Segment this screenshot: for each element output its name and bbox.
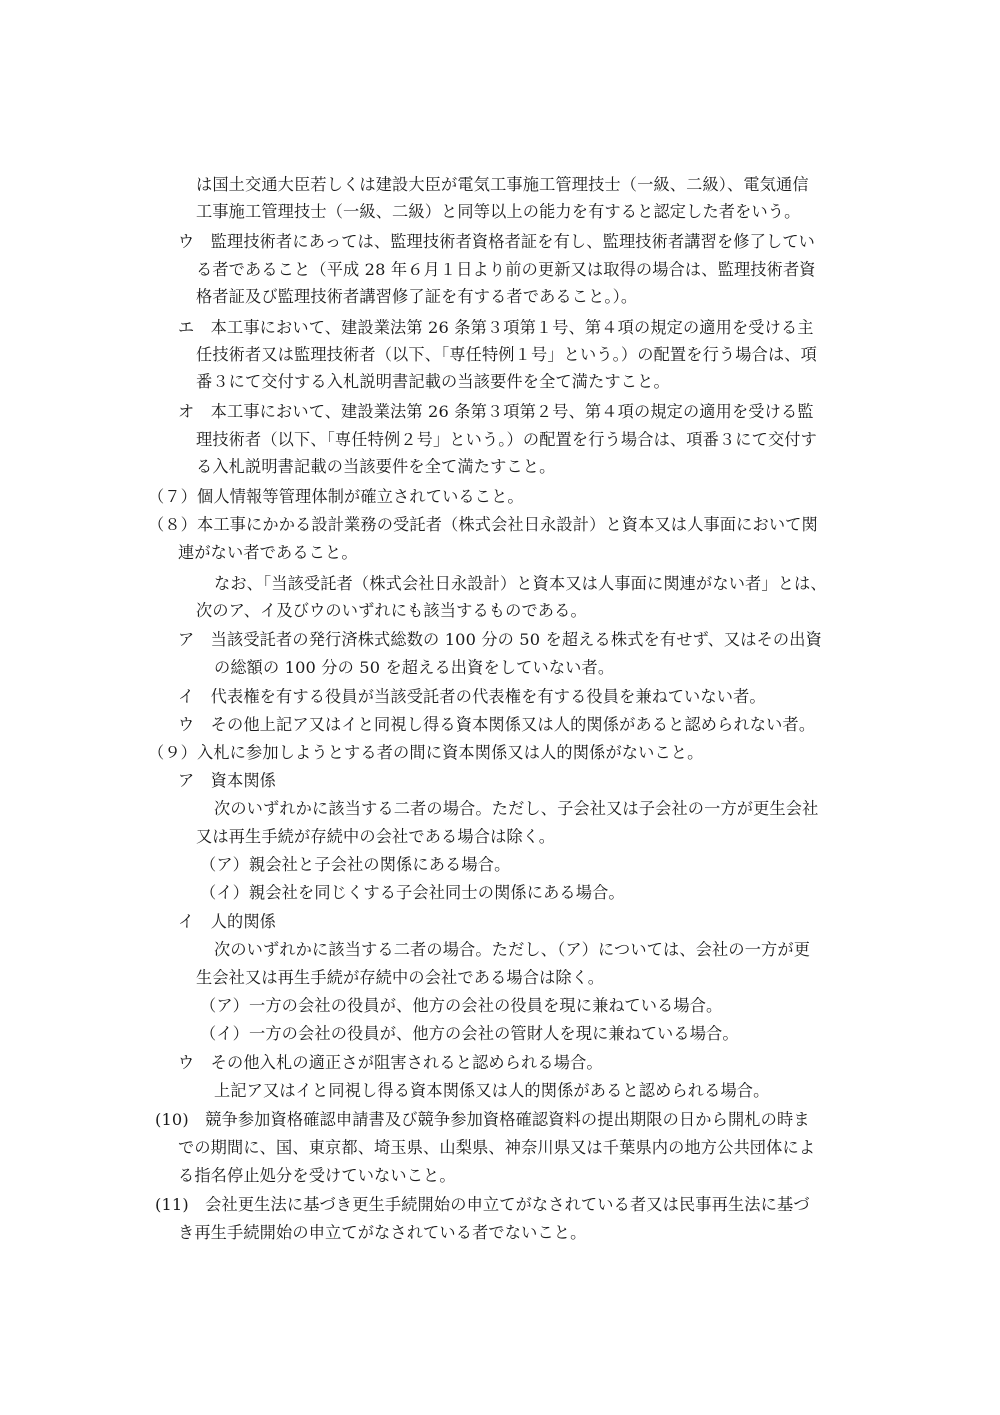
text-line: は国土交通大臣若しくは建設大臣が電気工事施工管理技士（一級、二級）、電気通信 (196, 175, 809, 194)
text-line: き再生手続開始の申立てがなされている者でないこと。 (178, 1223, 587, 1242)
text-line: 任技術者又は監理技術者（以下、「専任特例１号」という。）の配置を行う場合は、項 (196, 345, 817, 364)
text-line: 上記ア又はイと同視し得る資本関係又は人的関係があると認められる場合。 (214, 1081, 770, 1100)
text-line: 理技術者（以下、「専任特例２号」という。）の配置を行う場合は、項番３にて交付す (196, 430, 817, 449)
text-line: (11) 会社更生法に基づき更生手続開始の申立てがなされている者又は民事再生法に基づ (155, 1195, 810, 1214)
text-line: る入札説明書記載の当該要件を全て満たすこと。 (196, 457, 556, 476)
text-line: の総額の 100 分の 50 を超える出資をしていない者。 (214, 658, 615, 677)
text-line: （７）個人情報等管理体制が確立されていること。 (148, 487, 524, 506)
text-line: エ 本工事において、建設業法第 26 条第３項第１号、第４項の規定の適用を受ける主 (178, 318, 814, 337)
text-line: （ア）一方の会社の役員が、他方の会社の役員を現に兼ねている場合。 (200, 996, 723, 1015)
text-line: ア 資本関係 (178, 771, 277, 790)
text-line: 格者証及び監理技術者講習修了証を有する者であること。）。 (196, 287, 638, 306)
text-line: 次のいずれかに該当する二者の場合。ただし、（ア）については、会社の一方が更 (214, 940, 811, 959)
text-line: ウ 監理技術者にあっては、監理技術者資格者証を有し、監理技術者講習を修了してい (178, 232, 815, 251)
text-line: 生会社又は再生手続が存続中の会社である場合は除く。 (196, 968, 605, 987)
text-line: 次のア、イ及びウのいずれにも該当するものである。 (196, 601, 587, 620)
text-line: ア 当該受託者の発行済株式総数の 100 分の 50 を超える株式を有せず、又はその出資 (178, 630, 822, 649)
text-line: イ 人的関係 (178, 912, 277, 931)
text-line: (10) 競争参加資格確認申請書及び競争参加資格確認資料の提出期限の日から開札の時ま (155, 1110, 810, 1129)
text-line: 又は再生手続が存続中の会社である場合は除く。 (196, 827, 556, 846)
text-line: 工事施工管理技士（一級、二級）と同等以上の能力を有すると認定した者をいう。 (196, 202, 801, 221)
text-line: 番３にて交付する入札説明書記載の当該要件を全て満たすこと。 (196, 372, 670, 391)
text-line: （９）入札に参加しようとする者の間に資本関係又は人的関係がないこと。 (148, 743, 704, 762)
text-line: 連がない者であること。 (178, 543, 358, 562)
text-line: での期間に、国、東京都、埼玉県、山梨県、神奈川県又は千葉県内の地方公共団体によ (178, 1138, 816, 1157)
text-line: （８）本工事にかかる設計業務の受託者（株式会社日永設計）と資本又は人事面において関 (148, 515, 818, 534)
text-line: なお、「当該受託者（株式会社日永設計）と資本又は人事面に関連がない者」とは、 (214, 574, 827, 593)
text-line: ウ その他入札の適正さが阻害されると認められる場合。 (178, 1053, 603, 1072)
text-line: ウ その他上記ア又はイと同視し得る資本関係又は人的関係があると認められない者。 (178, 715, 816, 734)
text-line: 次のいずれかに該当する二者の場合。ただし、子会社又は子会社の一方が更生会社 (214, 799, 819, 818)
text-line: （ア）親会社と子会社の関係にある場合。 (200, 855, 511, 874)
text-line: オ 本工事において、建設業法第 26 条第３項第２号、第４項の規定の適用を受ける監 (178, 402, 814, 421)
text-line: （イ）一方の会社の役員が、他方の会社の管財人を現に兼ねている場合。 (200, 1024, 739, 1043)
text-line: る者であること（平成 28 年６月１日より前の更新又は取得の場合は、監理技術者資 (196, 260, 816, 279)
text-line: イ 代表権を有する役員が当該受託者の代表権を有する役員を兼ねていない者。 (178, 687, 766, 706)
text-line: る指名停止処分を受けていないこと。 (178, 1166, 456, 1185)
text-line: （イ）親会社を同じくする子会社同士の関係にある場合。 (200, 883, 625, 902)
